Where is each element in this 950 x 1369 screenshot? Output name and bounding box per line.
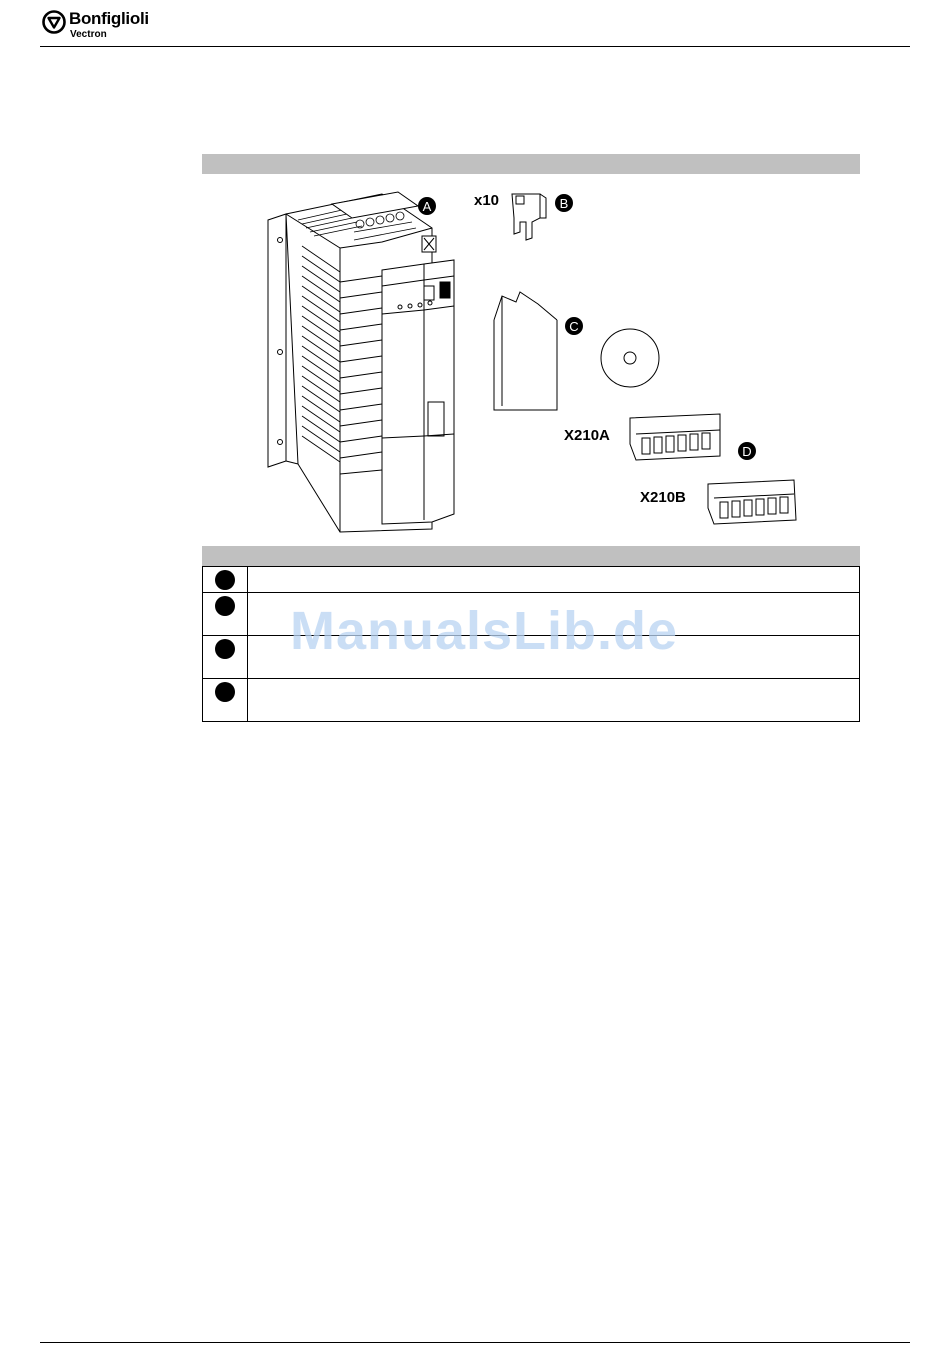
legend-row-a [203,566,859,592]
cd-icon [601,329,659,387]
legend-text [248,567,859,592]
svg-text:C: C [569,319,579,334]
bullet-icon [215,682,235,702]
callout-c [565,317,583,335]
legend-row-d [203,678,859,721]
scope-of-delivery-figure [202,174,860,546]
watermark: ManualsLib.de [290,601,679,661]
brand-subname: Vectron [70,29,107,40]
callout-a [418,197,436,215]
terminal-block-icon [630,414,720,460]
svg-text:D: D [742,444,752,459]
callout-d [738,442,756,460]
legend-text [248,679,859,721]
connector-label-x210b: X210B [640,489,686,506]
bonfiglioli-logo-icon [42,10,66,34]
connector-plug-icon [512,194,546,240]
footer-rule [40,1342,910,1343]
bullet-icon [215,596,235,616]
figure-title-bar [202,154,860,174]
quantity-label: x10 [474,192,500,209]
delivery-illustration [202,174,860,546]
page-header [40,8,910,47]
brand-name: Bonfiglioli [69,9,149,28]
brand-logo [42,8,172,44]
terminal-block-icon [708,480,796,524]
svg-text:B: B [559,196,569,211]
legend-header-bar [202,546,860,566]
legend-marker [203,679,248,721]
bullet-icon [215,570,235,590]
booklet-icon [494,292,557,410]
legend-marker [203,567,248,592]
legend-marker [203,593,248,635]
legend-marker [203,636,248,678]
callout-b [555,194,573,212]
connector-label-x210a: X210A [564,427,610,444]
bullet-icon [215,639,235,659]
svg-text:A: A [422,199,432,214]
frequency-inverter-icon [268,192,454,532]
